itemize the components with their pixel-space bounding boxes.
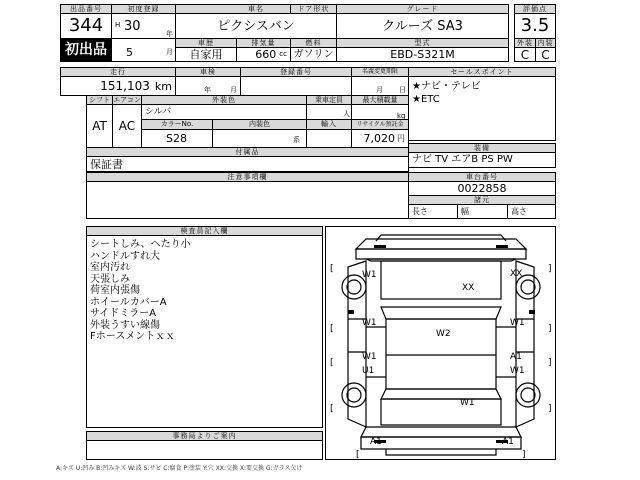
cc: 660: [255, 48, 277, 61]
int-color-unit: 系: [293, 136, 300, 144]
mark-u1-left: U1: [362, 366, 375, 376]
mark-a1-rear-right: A1: [502, 437, 514, 447]
cc-unit: cc: [279, 50, 287, 58]
door-label: ドア形状: [290, 4, 337, 14]
int-color-box: [212, 129, 307, 148]
ac: AC: [112, 104, 142, 148]
load-box: [351, 104, 409, 120]
mileage: 151,103: [100, 79, 150, 93]
capacity-unit: 人: [343, 110, 350, 118]
color-no-label: カラーNo.: [141, 119, 213, 130]
svg-text:]: ]: [548, 264, 552, 274]
mark-w1-left-top: W1: [362, 270, 377, 280]
body: 自家用: [175, 47, 237, 62]
inspector-note: 天張しみ: [90, 273, 130, 285]
mark-w1-right-low: W1: [510, 366, 525, 376]
lot-no-label: 出品番号: [60, 4, 112, 14]
selling-point-1: ★ナビ・テレビ: [412, 81, 481, 92]
year: 30: [124, 19, 141, 34]
lot-no: 344: [60, 13, 112, 39]
docs: 保証書: [86, 156, 409, 172]
first-reg-year-box: [111, 13, 176, 39]
hei-label: 高さ: [507, 204, 556, 219]
name-change-box: [351, 76, 409, 96]
insp-year-unit: 年: [204, 86, 211, 94]
inspector-notes-box: [86, 235, 323, 428]
damage-diagram: [325, 226, 556, 460]
recycle-box: [351, 129, 409, 148]
frame-no: 0022858: [408, 181, 556, 196]
car-name-label: 車名: [175, 4, 337, 14]
model: EBD-S321M: [336, 47, 509, 62]
reg-no-box: [240, 76, 352, 96]
era: H: [115, 21, 121, 29]
inspector-note: 外装うすい線傷: [90, 319, 160, 331]
legend: A:キズ U:凹み B:凹みキズ W:波 S:サビ C:腐食 P:塗装 Y:穴 XX:交換 X:要交換 G:ガラス欠け: [56, 465, 303, 472]
svg-text:]: ]: [548, 324, 552, 334]
mark-w1-left-low: W1: [362, 352, 377, 362]
reg-no-label: 登録番号: [240, 67, 352, 77]
ext-label: 外装: [514, 38, 536, 48]
office-box: [86, 440, 323, 460]
fuel-label: 燃料: [290, 38, 337, 48]
selling-box: [408, 76, 556, 141]
svg-text:]: ]: [548, 358, 552, 368]
inspector-note: Fホースメントｘｘ: [90, 331, 176, 342]
dims-label: 諸元: [408, 195, 556, 205]
office-label: 事務局よりご案内: [86, 431, 323, 441]
int-color-label: 内装色: [212, 119, 307, 130]
capacity-label: 乗車定員: [306, 95, 352, 105]
svg-text:[: [: [330, 264, 334, 274]
selling-point-2: ★ETC: [412, 94, 440, 105]
inspection-box: [175, 76, 241, 96]
svg-text:[: [: [356, 450, 360, 460]
int-label: 内装: [535, 38, 556, 48]
recycle-unit: 円: [397, 133, 405, 143]
cc-box: [236, 47, 291, 62]
car-outline: [326, 227, 556, 460]
mileage-box: [60, 76, 176, 96]
grade: クルーズ SA3: [336, 13, 509, 39]
name-change-label: 名義変更期限: [351, 67, 409, 77]
remarks-box: [86, 181, 409, 219]
inspector-note: 荷室内張傷: [90, 285, 140, 296]
mark-a1-rear-left: A1: [370, 437, 382, 447]
remarks-label: 注意事項欄: [86, 172, 409, 182]
docs-label: 付属品: [86, 147, 409, 157]
ext-color: シルバ: [141, 104, 307, 120]
ac-label: エアコン: [113, 95, 141, 104]
capacity-box: [306, 104, 352, 120]
car-name: ピクシスバン: [175, 13, 337, 39]
import-label: 輸入: [306, 119, 352, 130]
shift: AT: [86, 104, 113, 148]
inspector-note: ハンドルすれ大: [90, 250, 160, 262]
mark-a1-right-low: A1: [510, 352, 522, 362]
frame-no-label: 車台番号: [408, 172, 556, 182]
svg-text:[: [: [330, 358, 334, 368]
mark-xx-hood: XX: [462, 283, 475, 293]
svg-text:[: [: [330, 404, 334, 414]
mark-w1-left-mid: W1: [362, 318, 377, 328]
svg-text:]: ]: [548, 404, 552, 414]
inspector-note: サイドミラーA: [90, 308, 157, 319]
model-label: 型式: [336, 38, 509, 48]
int-score: C: [535, 47, 556, 62]
inspector-note: シートしみ、へたり小: [90, 239, 191, 250]
inspector-notes-label: 検査員記入欄: [86, 226, 323, 236]
mileage-label: 走行: [60, 67, 176, 77]
inspector-note: 室内汚れ: [90, 262, 130, 273]
mark-w1-rear: W1: [460, 398, 475, 408]
recycle-label: リサイクル預託金: [351, 119, 409, 130]
insp-month-unit: 月: [230, 86, 237, 94]
ext-score: C: [514, 47, 536, 62]
mark-w1-right-mid: W1: [510, 318, 525, 328]
shift-label: シフト: [86, 95, 113, 105]
year-unit: 年: [166, 30, 173, 38]
load-unit: kg: [397, 112, 406, 120]
score-label: 評価点: [514, 4, 556, 14]
grade-label: グレード: [336, 4, 509, 14]
equipment-label: 装備: [408, 143, 556, 153]
first-listing-badge: 初出品: [60, 38, 112, 62]
fuel: ガソリン: [290, 47, 337, 62]
recycle: 7,020: [363, 132, 395, 145]
score: 3.5: [514, 13, 556, 39]
month-unit: 月: [166, 48, 173, 56]
wid-label: 幅: [457, 204, 508, 219]
import-box: [306, 129, 352, 148]
ext-color-label: 外装色: [141, 95, 307, 105]
load-label: 最大積載量: [351, 95, 409, 105]
month: 5: [126, 46, 133, 59]
mark-xx-right-top: XX: [510, 269, 523, 279]
svg-text:[: [: [330, 324, 334, 334]
name-change-month-unit: 月: [376, 86, 383, 94]
mileage-unit: km: [154, 79, 172, 93]
name-change-day-unit: 日: [399, 86, 406, 94]
color-no: S28: [141, 129, 213, 148]
mark-w2-roof: W2: [436, 329, 451, 339]
first-reg-month-box: [111, 38, 176, 62]
selling-label: セールスポイント: [408, 67, 556, 77]
body-label: 車歴: [175, 38, 237, 48]
first-reg-label: 初度登録: [111, 4, 176, 14]
equipment: ナビ TV エアB PS PW: [408, 152, 556, 168]
inspector-note: ホイールカバーA: [90, 296, 167, 308]
len-label: 長さ: [408, 204, 458, 219]
svg-text:]: ]: [522, 450, 526, 460]
cc-label: 排気量: [236, 38, 291, 48]
inspection-label: 車検: [175, 67, 241, 77]
